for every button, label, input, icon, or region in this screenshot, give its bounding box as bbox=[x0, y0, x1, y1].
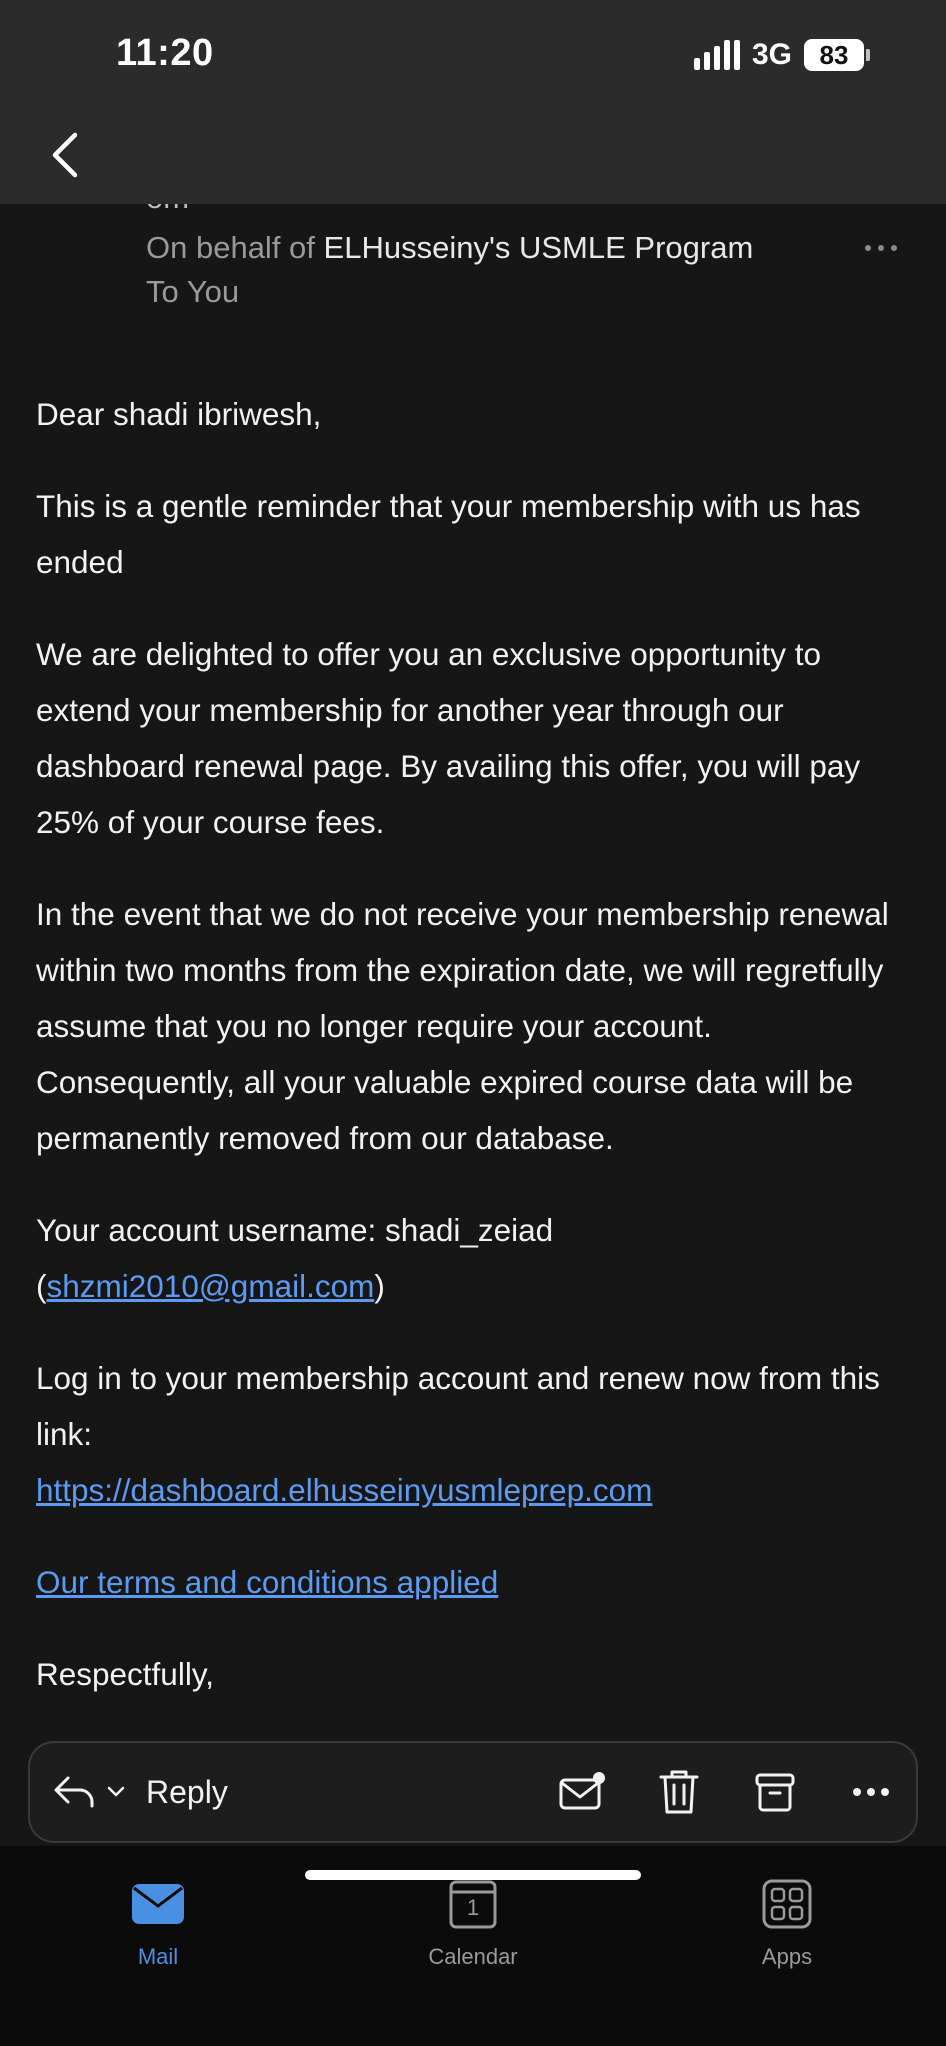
greeting: Dear shadi ibriwesh, bbox=[36, 396, 322, 432]
paragraph-reminder: This is a gentle reminder that your membership with us has ended bbox=[36, 488, 861, 580]
recipient-line[interactable]: To You bbox=[146, 274, 240, 309]
dashboard-link[interactable]: https://dashboard.elhusseinyusmleprep.com bbox=[36, 1472, 653, 1508]
email-body bbox=[36, 386, 916, 1738]
apps-icon bbox=[762, 1879, 812, 1929]
paragraph-warning: In the event that we do not receive your membership renewal within two months from the expiration date, we will regretfully assume that you no longer require your account. Consequently, all your valuable expired course data will be permanently removed from our database. bbox=[36, 896, 889, 1156]
tab-calendar-label: Calendar bbox=[428, 1944, 518, 1969]
calendar-day: 1 bbox=[466, 1895, 480, 1920]
sender-organization[interactable]: ELHusseiny's USMLE Program bbox=[323, 230, 754, 265]
reply-label: Reply bbox=[146, 1773, 228, 1810]
on-behalf-line bbox=[146, 230, 753, 266]
signoff: Respectfully, bbox=[36, 1656, 214, 1692]
login-text: Log in to your membership account and renew now from this link: bbox=[36, 1360, 880, 1452]
status-indicators bbox=[694, 38, 870, 72]
status-time: 11:20 bbox=[116, 32, 214, 74]
tab-apps-label: Apps bbox=[761, 1944, 813, 1969]
on-behalf-prefix: On behalf of bbox=[146, 230, 315, 265]
message-action-bar bbox=[28, 1741, 918, 1843]
chevron-left-icon bbox=[51, 131, 79, 179]
top-header bbox=[0, 0, 946, 204]
reply-arrow-icon bbox=[52, 1774, 96, 1810]
signal-strength-icon bbox=[694, 40, 740, 70]
tab-calendar[interactable] bbox=[393, 1876, 553, 1970]
tab-mail-label: Mail bbox=[137, 1944, 179, 1969]
home-indicator[interactable] bbox=[305, 1870, 641, 1880]
email-close-paren: ) bbox=[374, 1268, 385, 1304]
archive-icon bbox=[753, 1770, 797, 1814]
back-button[interactable] bbox=[40, 120, 90, 190]
more-horizontal-icon bbox=[852, 1787, 890, 1797]
mail-icon bbox=[130, 1882, 186, 1926]
trash-icon bbox=[657, 1768, 701, 1816]
email-open-paren: ( bbox=[36, 1268, 47, 1304]
paragraph-login bbox=[36, 1350, 916, 1518]
envelope-unread-icon bbox=[558, 1770, 608, 1814]
paragraph-offer: We are delighted to offer you an exclusive opportunity to extend your membership for another year through our dashboard renewal page. By availing this offer, you will pay 25% of your course fees. bbox=[36, 636, 861, 840]
more-actions-button[interactable] bbox=[846, 1767, 896, 1817]
email-address-link[interactable]: shzmi2010@gmail.com bbox=[46, 1268, 375, 1304]
tab-apps[interactable] bbox=[707, 1876, 867, 1970]
battery-level: 83 bbox=[804, 39, 864, 71]
username-text: Your account username: shadi_zeiad bbox=[36, 1212, 554, 1248]
delete-button[interactable] bbox=[654, 1767, 704, 1817]
mark-unread-button[interactable] bbox=[558, 1767, 608, 1817]
tab-mail[interactable] bbox=[78, 1876, 238, 1970]
more-horizontal-icon bbox=[864, 244, 898, 252]
paragraph-terms bbox=[36, 1554, 916, 1610]
chevron-down-icon[interactable] bbox=[106, 1785, 126, 1799]
terms-link[interactable]: Our terms and conditions applied bbox=[36, 1564, 499, 1600]
battery-icon bbox=[804, 39, 870, 71]
message-more-button[interactable] bbox=[856, 230, 906, 266]
archive-button[interactable] bbox=[750, 1767, 800, 1817]
paragraph-username bbox=[36, 1202, 916, 1314]
reply-button[interactable] bbox=[52, 1743, 228, 1841]
network-type: 3G bbox=[751, 38, 792, 71]
